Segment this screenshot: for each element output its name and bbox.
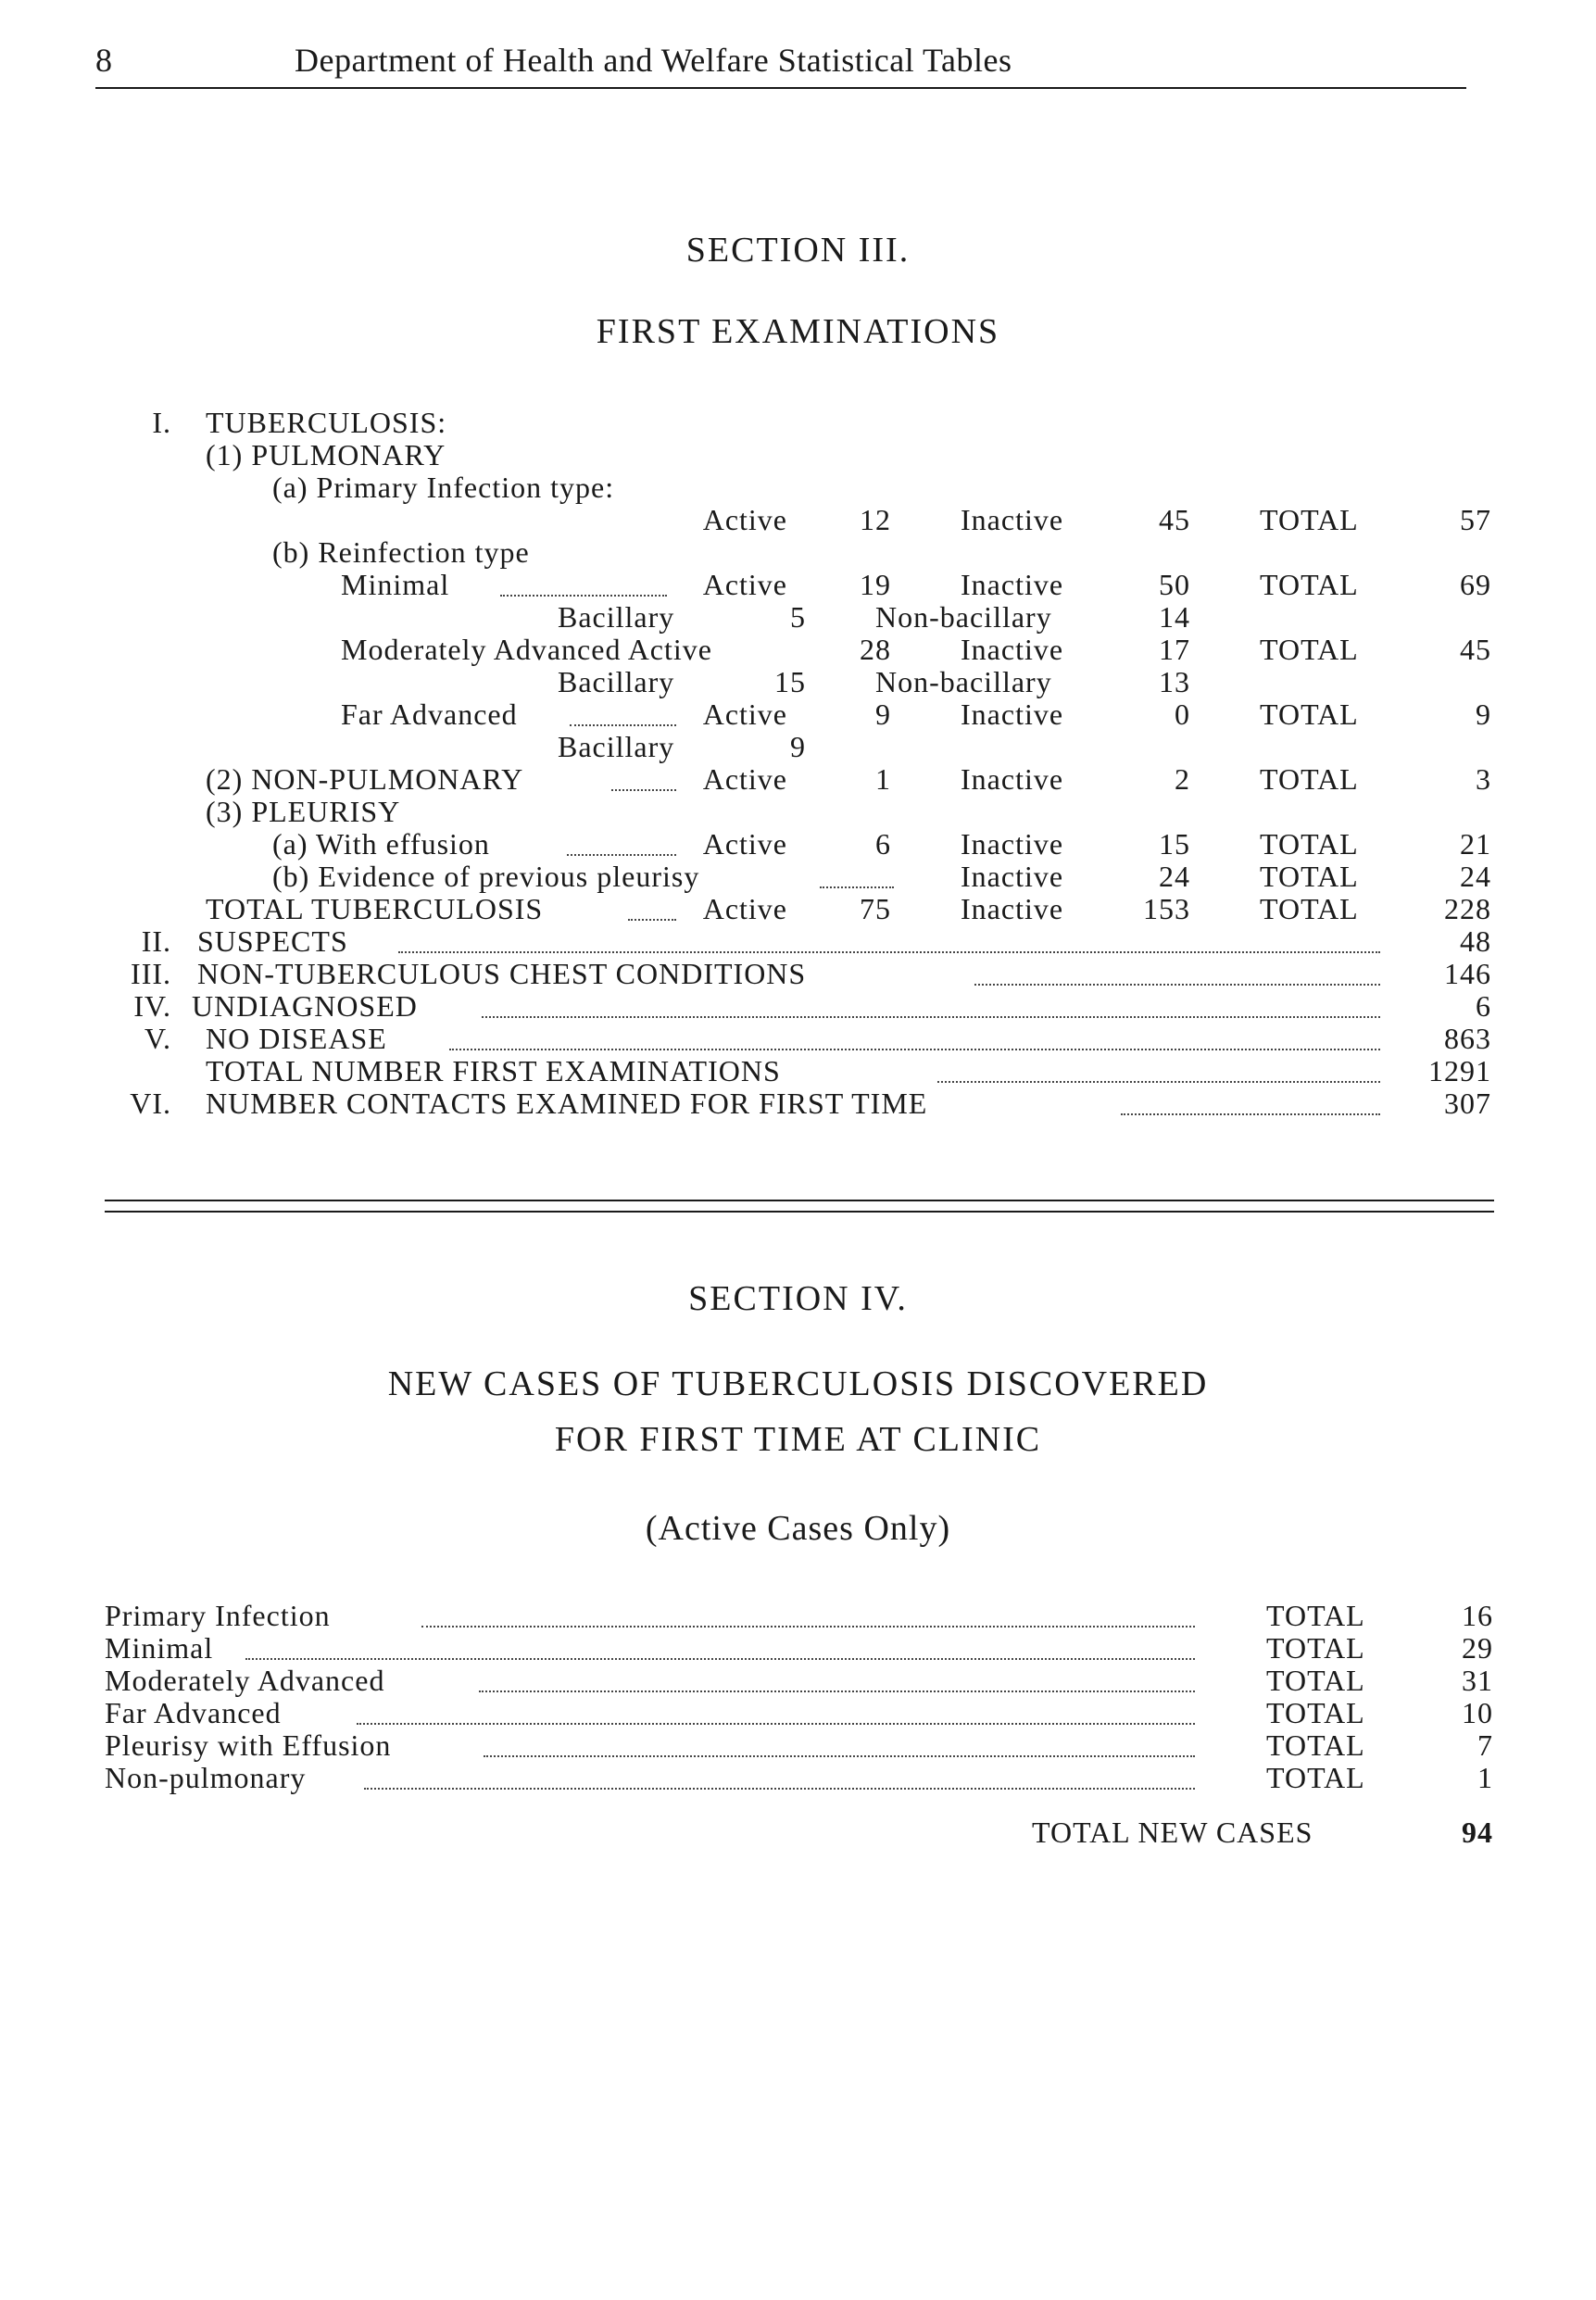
total-label: TOTAL [1266, 1631, 1365, 1665]
inactive-value: 50 [1159, 568, 1190, 601]
total-label: TOTAL [1266, 1761, 1365, 1794]
numeral-i: I. [152, 406, 171, 439]
inactive-value: 0 [1175, 698, 1190, 731]
row-label: Moderately Advanced [105, 1664, 385, 1697]
numeral-iii: III. [131, 957, 171, 990]
dot-leader [357, 1723, 1195, 1725]
inactive-value: 17 [1159, 633, 1190, 666]
undiagnosed-label: UNDIAGNOSED [192, 989, 418, 1023]
nonbacillary-label: Non-bacillary [875, 600, 1052, 634]
dot-leader [974, 984, 1380, 986]
section-iii-title: FIRST EXAMINATIONS [596, 312, 1000, 351]
total-label: TOTAL [1260, 892, 1359, 925]
inactive-value: 153 [1143, 892, 1190, 925]
bacillary-label: Bacillary [558, 730, 675, 763]
dot-leader [364, 1788, 1195, 1790]
active-label: Active [702, 762, 787, 796]
total-value: 16 [1462, 1599, 1493, 1632]
non-tuberculous-label: NON-TUBERCULOUS CHEST CONDITIONS [197, 957, 807, 990]
contacts-label: NUMBER CONTACTS EXAMINED FOR FIRST TIME [206, 1087, 928, 1120]
total-tuberculosis-label: TOTAL TUBERCULOSIS [206, 892, 544, 925]
bacillary-label: Bacillary [558, 600, 675, 634]
active-label: Active [702, 698, 787, 731]
total-label: TOTAL [1260, 762, 1359, 796]
tuberculosis-label: TUBERCULOSIS: [206, 406, 447, 439]
contacts-value: 307 [1444, 1087, 1491, 1120]
dot-leader [484, 1755, 1195, 1757]
total-value: 7 [1477, 1728, 1493, 1762]
total-label: TOTAL [1266, 1728, 1365, 1762]
numeral-vi: VI. [130, 1087, 171, 1120]
total-value: 29 [1462, 1631, 1493, 1665]
inactive-label: Inactive [961, 860, 1064, 893]
section-divider-rule-bottom [105, 1211, 1494, 1213]
nonbacillary-value: 14 [1159, 600, 1190, 634]
active-label: Active [702, 503, 787, 536]
row-label: Non-pulmonary [105, 1761, 307, 1794]
dot-leader [449, 1049, 1380, 1050]
active-value: 75 [860, 892, 891, 925]
total-label: TOTAL [1260, 633, 1359, 666]
total-value: 10 [1462, 1696, 1493, 1729]
inactive-label: Inactive [961, 827, 1064, 861]
nonbacillary-label: Non-bacillary [875, 665, 1052, 698]
total-value: 45 [1460, 633, 1491, 666]
section-divider-rule-top [105, 1200, 1494, 1201]
reinfection-label: (b) Reinfection type [272, 535, 530, 569]
total-value: 9 [1476, 698, 1491, 731]
total-label: TOTAL [1266, 1599, 1365, 1632]
dot-leader [479, 1690, 1195, 1692]
total-label: TOTAL [1260, 568, 1359, 601]
total-value: 69 [1460, 568, 1491, 601]
dot-leader [482, 1016, 1380, 1018]
total-value: 24 [1460, 860, 1491, 893]
inactive-label: Inactive [961, 568, 1064, 601]
nonbacillary-value: 13 [1159, 665, 1190, 698]
numeral-iv: IV. [133, 989, 171, 1023]
total-value: 3 [1476, 762, 1491, 796]
dot-leader [820, 886, 894, 888]
undiagnosed-value: 6 [1476, 989, 1491, 1023]
total-value: 1 [1477, 1761, 1493, 1794]
active-value: 6 [875, 827, 891, 861]
moderately-advanced-label: Moderately Advanced Active [341, 633, 712, 666]
total-label: TOTAL [1260, 698, 1359, 731]
dot-leader [421, 1626, 1195, 1628]
bacillary-value: 5 [790, 600, 806, 634]
row-label: Primary Infection [105, 1599, 331, 1632]
section-iv-title-line2: FOR FIRST TIME AT CLINIC [554, 1420, 1042, 1459]
inactive-value: 45 [1159, 503, 1190, 536]
active-value: 12 [860, 503, 891, 536]
total-value: 21 [1460, 827, 1491, 861]
total-value: 57 [1460, 503, 1491, 536]
non-pulmonary-label: (2) NON-PULMONARY [206, 762, 524, 796]
section-iii-heading: SECTION III. [685, 231, 911, 270]
inactive-label: Inactive [961, 698, 1064, 731]
primary-infection-label: (a) Primary Infection type: [272, 471, 615, 504]
previous-pleurisy-label: (b) Evidence of previous pleurisy [272, 860, 700, 893]
no-disease-label: NO DISEASE [206, 1022, 387, 1055]
bacillary-value: 9 [790, 730, 806, 763]
active-label: Active [702, 568, 787, 601]
section-iv-title-line1: NEW CASES OF TUBERCULOSIS DISCOVERED [387, 1364, 1209, 1403]
minimal-label: Minimal [341, 568, 450, 601]
total-label: TOTAL [1260, 827, 1359, 861]
pulmonary-label: (1) PULMONARY [206, 438, 446, 471]
inactive-label: Inactive [961, 633, 1064, 666]
total-value: 228 [1444, 892, 1491, 925]
total-label: TOTAL [1266, 1664, 1365, 1697]
numeral-ii: II. [141, 924, 171, 958]
row-label: Minimal [105, 1631, 214, 1665]
suspects-value: 48 [1460, 924, 1491, 958]
total-new-cases-label: TOTAL NEW CASES [1032, 1816, 1313, 1849]
active-value: 1 [875, 762, 891, 796]
far-advanced-label: Far Advanced [341, 698, 518, 731]
section-iv-heading: SECTION IV. [688, 1279, 908, 1318]
inactive-value: 2 [1175, 762, 1190, 796]
pleurisy-label: (3) PLEURISY [206, 795, 401, 828]
header-rule [95, 87, 1466, 89]
total-new-cases-value: 94 [1462, 1816, 1493, 1849]
total-label: TOTAL [1266, 1696, 1365, 1729]
suspects-label: SUSPECTS [197, 924, 348, 958]
active-value: 28 [860, 633, 891, 666]
active-label: Active [702, 892, 787, 925]
with-effusion-label: (a) With effusion [272, 827, 490, 861]
running-header-title: Department of Health and Welfare Statistical Tables [295, 42, 1012, 79]
inactive-value: 15 [1159, 827, 1190, 861]
active-label: Active [702, 827, 787, 861]
row-label: Far Advanced [105, 1696, 282, 1729]
inactive-label: Inactive [961, 762, 1064, 796]
bacillary-label: Bacillary [558, 665, 675, 698]
dot-leader [398, 951, 1380, 953]
total-value: 31 [1462, 1664, 1493, 1697]
row-label: Pleurisy with Effusion [105, 1728, 392, 1762]
active-value: 9 [875, 698, 891, 731]
inactive-value: 24 [1159, 860, 1190, 893]
total-label: TOTAL [1260, 503, 1359, 536]
dot-leader [245, 1658, 1195, 1660]
non-tuberculous-value: 146 [1444, 957, 1491, 990]
inactive-label: Inactive [961, 892, 1064, 925]
inactive-label: Inactive [961, 503, 1064, 536]
dot-leader [937, 1081, 1380, 1083]
total-first-examinations-label: TOTAL NUMBER FIRST EXAMINATIONS [206, 1054, 781, 1087]
dot-leader [1121, 1113, 1380, 1115]
bacillary-value: 15 [774, 665, 806, 698]
total-label: TOTAL [1260, 860, 1359, 893]
active-value: 19 [860, 568, 891, 601]
total-first-examinations-value: 1291 [1428, 1054, 1491, 1087]
section-iv-subtitle: (Active Cases Only) [645, 1509, 951, 1548]
no-disease-value: 863 [1444, 1022, 1491, 1055]
page-number: 8 [95, 42, 113, 79]
numeral-v: V. [145, 1022, 171, 1055]
